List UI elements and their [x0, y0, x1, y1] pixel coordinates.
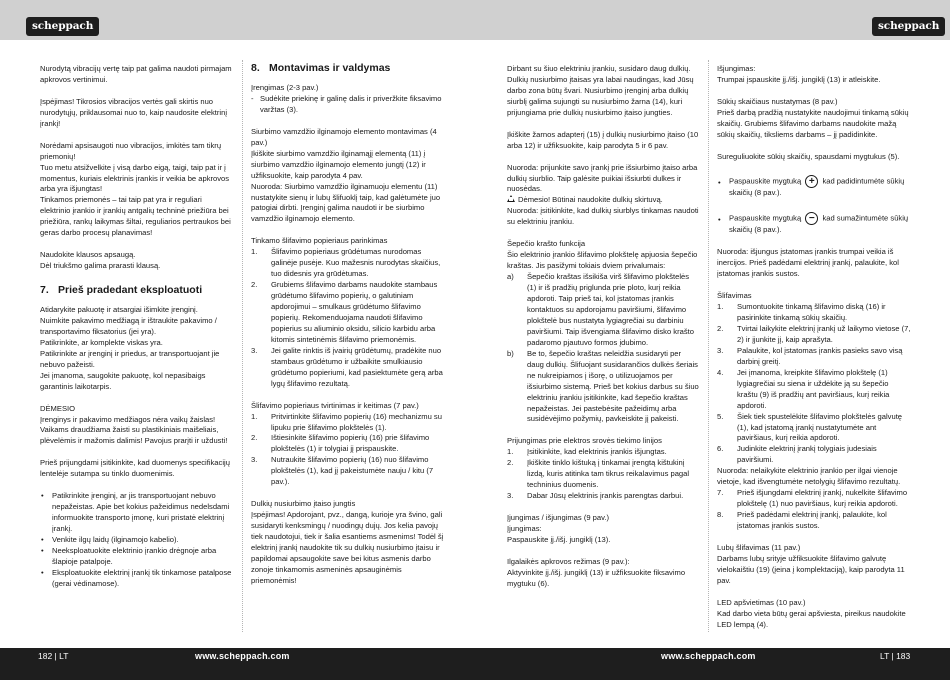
list-number: 2.: [507, 458, 514, 468]
paragraph: Nuoroda: nelaikykite elektrinio įrankio per ilgai vienoje vietoje, kad išvengtumėte netolygių šlifavimo rezultatų.: [717, 466, 901, 487]
paragraph: Įspėjimas! Tikrosios vibracijos vertės gali skirtis nuo nurodytųjų, priklausomai nuo to, kaip naudosite elektrinį įrankį!: [40, 96, 227, 128]
list-letter: a): [507, 272, 514, 282]
list-item: [717, 368, 911, 412]
paragraph: Dėl triukšmo galima prarasti klausą.: [40, 261, 161, 271]
warning-triangle-icon: [507, 195, 515, 202]
section-number: 7.: [40, 284, 49, 296]
paragraph: Įkiškite žarnos adapterį (15) į dulkių nusiurbimo įtaiso (10 arba 12) ir užfiksuokite, kaip parodyta 5 ir 6 pav.: [507, 129, 699, 150]
list-item: • Eksploatuokite elektrinį įrankį tik tinkamose patalpose (gerai vėdinamose).: [40, 568, 233, 590]
list-number: 1.: [507, 447, 514, 457]
instruction-text: kad sumažintumėte sūkių skaičių (8 pav.).: [729, 213, 909, 235]
warning-line: [507, 195, 699, 206]
column-divider: [242, 60, 243, 632]
column-divider: [708, 60, 709, 632]
numbered-list: [251, 247, 445, 389]
list-text: Ištiesinkite šlifavimo popierių (16) prie šlifavimo plokštelės (1) ir tolygiai jį prispauskite.: [271, 433, 430, 454]
plus-button-icon: +: [805, 175, 818, 188]
lettered-list: [507, 272, 699, 425]
paragraph: Nuoroda: prijunkite savo įrankį prie išsiurbimo įtaiso arba dulkių siurblio. Taip galėsite puikiai išsiurbti dulkes ir nuosėdas.: [507, 162, 698, 194]
subheading: Tinkamo šlifavimo popieriaus parinkimas: [251, 236, 388, 246]
paragraph: Nuoroda: Siurbimo vamzdžio ilginamuoju elementu (11) nustatykite sienų ir lubų šlifuoklį taip, kad galėtumėte juo patogiai dirbti. Įrenginį galima naudoti ir be siurbimo vamzdžio ilginamojo elemento.: [251, 181, 441, 224]
list-number: 1.: [717, 302, 724, 312]
paragraph: Sureguliuokite sūkių skaičių, spausdami mygtukus (5).: [717, 151, 900, 161]
list-item: • Neeksploatuokite elektrinio įrankio drėgnoje arba šlapioje patalpoje.: [40, 546, 233, 568]
subheading: Šlifavimo popieriaus tvirtinimas ir keitimas (7 pav.): [251, 400, 419, 410]
paragraph: Paspauskite įj./išj. jungiklį (13).: [507, 534, 611, 544]
paragraph: Trumpai įspauskite įj./išj. jungiklį (13) ir atleiskite.: [717, 74, 881, 84]
subheading: Ilgalaikės apkrovos režimas (9 pav.):: [507, 556, 630, 566]
numbered-list: [251, 412, 445, 489]
website-link-left[interactable]: www.scheppach.com: [195, 651, 290, 661]
paragraph: Norėdami apsisaugoti nuo vibracijos, imkitės tam tikrų priemonių!: [40, 140, 222, 161]
list-item: [717, 444, 911, 466]
scheppach-logo-right: scheppach: [872, 17, 945, 36]
website-link-right[interactable]: www.scheppach.com: [661, 651, 756, 661]
page-182-column-2: [251, 64, 445, 587]
list-item: [717, 510, 911, 532]
paragraph: Įspėjimas! Apdorojant, pvz., dangą, kurioje yra švino, gali susidaryti kenksmingų / nuodingų dujų. Jos kelia pavojų tiek naudotojui, tiek ir šalia esantiems asmenims! Todėl šį elektrinį įrankį naudokite tik su dulkių nusiurbimo įtaisu ir papildomai apsaugokite save bei kitus asmenis darbo zonoje tinkamomis asmeninės apsauginėmis priemonėmis!: [251, 510, 444, 585]
list-item: [717, 346, 911, 368]
paragraph: Įjungimas:: [507, 523, 542, 533]
paragraph: Atidarykite pakuotę ir atsargiai išimkite įrenginį.: [40, 305, 198, 314]
paragraph: Dirbant su šiuo elektriniu įrankiu, susidaro daug dulkių. Dulkių nusiurbimo įtaisas yra labai naudingas, kad Jūsų darbo zona būtų švari. Nusiurbimo įrenginį arba dulkių siurblį galima sujungti su nusiurbimo žarna (14), kuri prijungiama prie dulkių nusiurbimo įtaiso jungties.: [507, 64, 694, 117]
instruction-text: Paspauskite mygtuką: [729, 176, 802, 186]
list-number: 3.: [251, 345, 258, 355]
subheading: Siurbimo vamzdžio ilginamojo elemento montavimas (4 pav.): [251, 126, 437, 147]
list-item: • Patikrinkite įrenginį, ar jis transportuojant nebuvo nepažeistas. Apie bet kokius pažeidimus nedelsdami informuokite transporto įmonę, kuri pristatė elektrinį įrankį.: [40, 491, 233, 535]
list-number: 2.: [251, 433, 258, 443]
list-letter: b): [507, 348, 514, 358]
list-item: [507, 491, 699, 502]
list-number: 1.: [251, 247, 258, 257]
subheading: Šlifavimas: [717, 291, 752, 301]
warning-label: DĖMESIO: [40, 403, 76, 413]
paragraph: Įkiškite siurbimo vamzdžio ilginamąjį elementą (11) į siurbimo vamzdžio ilginamojo elemento jungtį (12) ir užfiksuokite, kaip parodyta 4 pav.: [251, 148, 426, 180]
list-number: 3.: [507, 491, 514, 501]
list-item: [717, 412, 911, 445]
paragraph: Prieš prijungdami įsitikinkite, kad duomenys specifikacijų lentelėje sutampa su tinklo duomenimis.: [40, 458, 230, 479]
list-text: Jei įmanoma, kreipkite šlifavimo plokštelę (1) lygiagrečiai su siena ir uždėkite ją su šepečio kraštu (9) iš pradžių ant paviršiaus, kurį reikia apdoroti.: [737, 367, 890, 410]
subheading: Prijungimas prie elektros srovės tiekimo linijos: [507, 436, 662, 446]
paragraph: Nuimkite pakavimo medžiagą ir ištraukite pakavimo / transportavimo fiksatorius (jei yra).: [40, 315, 217, 336]
list-item: [251, 247, 445, 280]
list-number: 2.: [251, 280, 258, 290]
paragraph: Nurodytą vibracijų vertę taip pat galima naudoti pirmajam apkrovos vertinimui.: [40, 64, 232, 84]
list-number: 6.: [717, 444, 724, 454]
page-number-left: 182 | LT: [38, 651, 69, 661]
subheading: LED apšvietimas (10 pav.): [717, 597, 806, 607]
paragraph: Patikrinkite, ar komplekte viskas yra.: [40, 337, 163, 347]
paragraph: Jei įmanoma, saugokite pakuotę, kol nepasibaigs garantinis laikotarpis.: [40, 370, 206, 391]
scheppach-logo-left: scheppach: [26, 17, 99, 36]
paragraph: Nuoroda: išjungus įstatomas įrankis trumpai veikia iš inercijos. Prieš padėdami elektrinį įrankį, palaukite, kol įstatomas įrankis sustos.: [717, 247, 899, 279]
list-item: [251, 433, 445, 455]
subheading: Įjungimas / išjungimas (9 pav.): [507, 513, 609, 522]
list-number: 3.: [251, 455, 258, 465]
list-item: [507, 447, 699, 458]
list-item: [251, 412, 445, 434]
section-title: Prieš pradedant eksploatuoti: [58, 284, 203, 296]
numbered-list: [717, 488, 911, 532]
list-number: 2.: [717, 323, 724, 333]
page-183-column-1: [507, 64, 699, 590]
list-number: 7.: [717, 488, 724, 498]
subheading: Įrengimas (2-3 pav.): [251, 83, 319, 92]
paragraph: Prieš darbą pradžią nustatykite naudojimui tinkamą sūkių skaičių. Grubiems šlifavimo darbams naudokite mažą sūkių skaičių, tiksliems darbams – jį padidinkite.: [717, 107, 909, 139]
instruction-text: Paspauskite mygtuką: [729, 213, 802, 223]
section-number: 8.: [251, 62, 260, 74]
list-text: Prieš padėdami elektrinį įrankį, palaukite, kol įstatomas įrankis sustos.: [737, 510, 887, 531]
list-number: 3.: [717, 345, 724, 355]
subheading: Sūkių skaičiaus nustatymas (8 pav.): [717, 96, 838, 106]
list-item: [717, 488, 911, 510]
list-item: • Venkite ilgų laidų (ilginamojo kabelio).: [40, 535, 233, 546]
list-item: [507, 349, 699, 426]
list-text: Pritvirtinkite šlifavimo popierių (16) mechanizmu su lipuku prie šlifavimo plokštelės (1).: [271, 411, 442, 432]
page-182-column-1: [40, 64, 233, 590]
list-text: Judinkite elektrinį įrankį tolygiais judesiais paviršiumi.: [737, 444, 877, 465]
increase-speed-instruction: [717, 175, 911, 199]
paragraph: Tuo metu atsižvelkite į visą darbo eigą, taigi, taip pat ir į momentus, kuriais elektrinis įrankis ir veikia be apkrovos arba yra išjungtas!: [40, 162, 230, 194]
section-title: Montavimas ir valdymas: [269, 62, 391, 74]
list-item: [717, 324, 911, 346]
paragraph: Išjungimas:: [717, 64, 756, 73]
list-text: Jei galite rinktis iš įvairių grūdėtumų, pradėkite nuo stambaus grūdėtumo ir užbaikite smulkiausio grūdėtumo popieriumi, kad pasiektumėte gerą arba lygų šlifavimo rezultatą.: [271, 345, 443, 388]
list-text: Palaukite, kol įstatomas įrankis pasieks savo visą darbinį greitį.: [737, 345, 903, 366]
minus-button-icon: −: [805, 212, 818, 225]
bullet-list: [40, 491, 233, 590]
paragraph: Darbams lubų srityje užfiksuokite šlifavimo galvutę vielokaištiu (19) (įeina į komplektaciją), kaip parodyta 11 pav.: [717, 553, 905, 585]
list-text: Dabar Jūsų elektrinis įrankis parengtas darbui.: [527, 491, 684, 501]
list-number: 5.: [717, 411, 724, 421]
list-item: [717, 302, 911, 324]
list-text: Grubiems šlifavimo darbams naudokite stambaus grūdėtumo šlifavimo popierių, o galutiniam apdorojimui – smulkaus grūdėtumo šlifavimo popierių. Rekomenduojama naudoti šlifavimo popierius su aliuminio oksidu, silicio karbidu arba kitomis sintetinėmis šlifavimo priemonėmis.: [271, 280, 438, 344]
paragraph: Naudokite klausos apsaugą.: [40, 250, 136, 260]
numbered-list: [507, 447, 699, 502]
decrease-speed-instruction: [717, 212, 911, 236]
paragraph: Nuoroda: įsitikinkite, kad dulkių siurblys tinkamas naudoti su elektriniu įrankiu.: [507, 206, 699, 227]
list-text: Be to, šepečio kraštas neleidžia susidaryti per daug dulkių. Šlifuojant susidarančios dulkės šeriais ne nukreipiamos į išorę, o utilizuojamos per išsiurbimo sistemą. Prieš bet kokius darbus su šiuo elektriniu įrankiu įsitikinkite, kad šepečio kraštas nepažeistas. Jei pastebėsite pažeidimų arba susidėvėjimo požymių, pavkeiskite jį pakeisti.: [527, 348, 699, 424]
list-item: [251, 280, 445, 346]
subheading: Dulkių nusiurbimo įtaiso jungtis: [251, 499, 356, 509]
page-183-column-2: [717, 64, 911, 631]
paragraph: Šio elektrinio įrankio šlifavimo plokštelę apjuosia šepečio kraštas. Jis pasižymi tokiais dviem privalumais:: [507, 250, 698, 271]
list-text: Sumontuokite tinkamą šlifavimo diską (16) ir pasirinkite tinkamą sūkių skaičių.: [737, 302, 886, 322]
section-heading-7: [40, 283, 233, 297]
list-item: [507, 458, 699, 491]
list-item: - Sudėkite priekinę ir galinę dalis ir priveržkite fiksavimo varžtas (3).: [251, 94, 445, 116]
paragraph: Aktyvinkite įj./išj. jungiklį (13) ir užfiksuokite fiksavimo mygtuku (6).: [507, 567, 686, 588]
list-text: Prieš išjungdami elektrinį įrankį, nukelkite šlifavimo plokštelę (1) nuo paviršiaus, kurį reikia apdoroti.: [737, 488, 908, 509]
list-item: [507, 272, 699, 349]
list-text: Šlifavimo popieriaus grūdėtumas nurodomas galinėje pusėje. Kuo mažesnis nurodytas skaičius, tuo didesnis yra grūdėtumas.: [271, 247, 441, 279]
list-text: Įkiškite tinklo kištuką į tinkamai įrengtą kištukinį lizdą, kuris atitinka tam tikrus reikalavimus pagal techninius duomenis.: [527, 458, 690, 490]
section-heading-8: [251, 61, 445, 75]
paragraph: Kad darbo vieta būtų gerai apšviesta, pireikus naudokite LED lempą (4).: [717, 608, 906, 629]
page-number-right: LT | 183: [880, 651, 911, 661]
paragraph: Patikrinkite ar įrenginį ir priedus, ar transportuojant jie nebuvo pažeisti.: [40, 348, 220, 369]
dash-list: [251, 94, 445, 116]
list-text: Šiek tiek spustelėkite šlifavimo plokštelės galvutę (1), kad įstatomą įrankį nustatytumėte ant paviršiaus, kurį reikia apdoroti.: [737, 411, 903, 443]
paragraph: Įrenginys ir pakavimo medžiagos nėra vaikų žaislas! Vaikams draudžiama žaisti su plastikiniais maišeliais, plėvelėmis ir mažomis dalimis! Pavojus prarįti ir uždusti!: [40, 414, 228, 446]
list-text: Įsitikinkite, kad elektrinis įrankis išjungtas.: [527, 447, 667, 457]
list-text: Šepečio kraštas išsikiša virš šlifavimo plokštelės (1) ir iš pradžių priglunda prie ploto, kurį reikia apdoroti. Taip prieš tai, kol įstatomas įrankis kontaktuos su apdorojamu paviršiumi, šlifavimo plokštelė bus nustatyta lygiagrečiai su darbiniu paviršiumi. Taip išvengiama šlifavimo disko krašto padaromo pjautuvo formos įdubimo.: [527, 272, 694, 347]
paragraph: Tinkamos priemonės – tai taip pat yra ir reguliari elektrinio įrankio ir įrankių antgalių techninė priežiūra bei priežiūra, rankų laikymas šiltai, reguliarios pertraukos bei geras darbo procesų planavimas!: [40, 195, 231, 238]
footer-bar: [0, 648, 950, 680]
warning-text: Dėmesio! Būtinai naudokite dulkių skirtuvą.: [518, 195, 663, 205]
list-number: 8.: [717, 510, 724, 520]
instruction-text: kad padidintumėte sūkių skaičių (8 pav.).: [729, 176, 905, 198]
list-text: Nutraukite šlifavimo popierių (16) nuo šlifavimo plokštelės (1), kad jį pakeistumėte nauju / kitu (7 pav.).: [271, 455, 434, 487]
list-text: Tvirtai laikykite elektrinį įrankį už laikymo vietose (7, 2) ir įjunkite jį, kaip aprašyta.: [737, 323, 911, 344]
subheading: Šepečio krašto funkcija: [507, 239, 586, 249]
header-bar: [0, 0, 950, 40]
list-item: [251, 346, 445, 390]
list-number: 1.: [251, 411, 258, 421]
list-item: [251, 455, 445, 488]
numbered-list: [717, 302, 911, 466]
subheading: Lubų šlifavimas (11 pav.): [717, 542, 801, 552]
list-number: 4.: [717, 367, 724, 377]
